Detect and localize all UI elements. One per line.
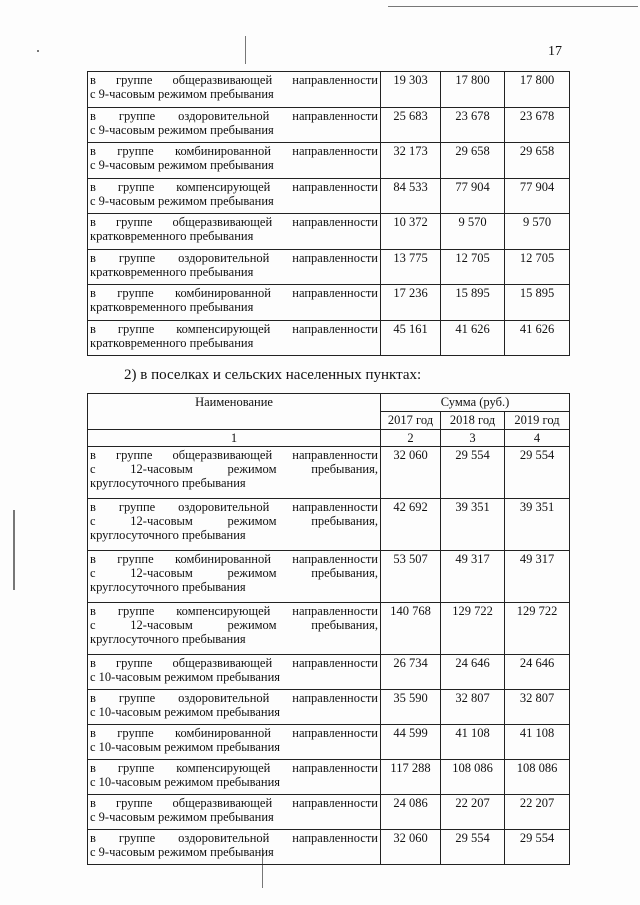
value-2019: 9 570 (505, 214, 570, 250)
table-row (88, 249, 570, 285)
value-2019: 22 207 (505, 795, 570, 830)
row-name-line: в группе общеразвивающей направленности (90, 448, 378, 462)
row-name-line: в группе компенсирующей направленности (90, 761, 378, 775)
value-2018: 129 722 (441, 603, 505, 655)
row-name-line: в группе оздоровительной направленности (90, 831, 378, 845)
value-2019: 29 554 (505, 830, 570, 865)
row-name (88, 285, 381, 321)
table-row (88, 499, 570, 551)
table-row (88, 214, 570, 250)
row-name-line: кратковременного пребывания (90, 300, 254, 314)
cost-table-continued (87, 71, 570, 356)
value-2019: 32 807 (505, 690, 570, 725)
value-2018: 23 678 (441, 107, 505, 143)
value-2017: 117 288 (381, 760, 441, 795)
header-name: Наименование (88, 394, 381, 430)
row-name-line: с 9-часовым режимом пребывания (90, 158, 274, 172)
row-name-line: с 10-часовым режимом пребывания (90, 740, 281, 754)
value-2017: 13 775 (381, 249, 441, 285)
header-2017: 2017 год (381, 412, 441, 430)
value-2017: 26 734 (381, 655, 441, 690)
table-row (88, 655, 570, 690)
row-name-line: в группе общеразвивающей направленности (90, 73, 378, 87)
row-name (88, 725, 381, 760)
value-2017: 10 372 (381, 214, 441, 250)
value-2018: 22 207 (441, 795, 505, 830)
value-2017: 42 692 (381, 499, 441, 551)
table-row (88, 285, 570, 321)
header-col-4: 4 (505, 430, 570, 447)
value-2017: 84 533 (381, 178, 441, 214)
row-name (88, 760, 381, 795)
header-col-2: 2 (381, 430, 441, 447)
value-2017: 35 590 (381, 690, 441, 725)
row-name-line: в группе комбинированной направленности (90, 144, 378, 158)
row-name-line: кратковременного пребывания (90, 264, 254, 279)
row-name (88, 447, 381, 499)
value-2019: 29 658 (505, 143, 570, 179)
row-name-line: в группе общеразвивающей направленности (90, 215, 378, 229)
row-name-line: с 12-часовым режимом пребывания, (90, 462, 378, 476)
value-2019: 29 554 (505, 447, 570, 499)
row-name-line: с 9-часовым режимом пребывания (90, 845, 274, 859)
value-2017: 25 683 (381, 107, 441, 143)
table-row (88, 143, 570, 179)
row-name-line: в группе комбинированной направленности (90, 726, 378, 740)
table-row (88, 551, 570, 603)
value-2018: 12 705 (441, 249, 505, 285)
table-row (88, 795, 570, 830)
row-name-line: в группе компенсирующей направленности (90, 179, 378, 194)
row-name-line: с 10-часовым режимом пребывания (90, 775, 281, 789)
value-2019: 12 705 (505, 249, 570, 285)
value-2019: 24 646 (505, 655, 570, 690)
row-name-line: в группе оздоровительной направленности (90, 250, 378, 265)
row-name-line: круглосуточного пребывания (90, 632, 246, 646)
row-name-line: в группе комбинированной направленности (90, 552, 378, 566)
row-name (88, 795, 381, 830)
row-name (88, 603, 381, 655)
row-name (88, 72, 381, 108)
table-row (88, 178, 570, 214)
value-2017: 45 161 (381, 320, 441, 356)
row-name-line: с 9-часовым режимом пребывания (90, 193, 274, 208)
row-name-line: в группе компенсирующей направленности (90, 604, 378, 618)
row-name-line: в группе общеразвивающей направленности (90, 656, 378, 670)
row-name-line: с 9-часовым режимом пребывания (90, 87, 274, 101)
value-2017: 140 768 (381, 603, 441, 655)
row-name-line: кратковременного пребывания (90, 335, 254, 350)
row-name-line: с 10-часовым режимом пребывания (90, 705, 281, 719)
page-number: 17 (548, 44, 562, 59)
row-name-line: в группе комбинированной направленности (90, 286, 378, 300)
scan-artifact-left (13, 510, 15, 590)
cost-table-settlements (87, 393, 570, 865)
table-row (88, 690, 570, 725)
value-2019: 23 678 (505, 107, 570, 143)
scan-artifact-top (388, 6, 638, 7)
value-2018: 29 554 (441, 830, 505, 865)
row-name (88, 551, 381, 603)
value-2017: 32 173 (381, 143, 441, 179)
scan-artifact-dot (37, 50, 39, 52)
value-2019: 129 722 (505, 603, 570, 655)
value-2018: 77 904 (441, 178, 505, 214)
value-2019: 39 351 (505, 499, 570, 551)
value-2017: 32 060 (381, 447, 441, 499)
table-row (88, 830, 570, 865)
value-2017: 19 303 (381, 72, 441, 108)
row-name (88, 178, 381, 214)
header-2018: 2018 год (441, 412, 505, 430)
row-name-line: в группе компенсирующей направленности (90, 321, 378, 336)
row-name-line: в группе оздоровительной направленности (90, 691, 378, 705)
value-2017: 44 599 (381, 725, 441, 760)
row-name-line: в группе общеразвивающей направленности (90, 796, 378, 810)
row-name-line: с 9-часовым режимом пребывания (90, 810, 274, 824)
row-name-line: в группе оздоровительной направленности (90, 108, 378, 123)
value-2018: 17 800 (441, 72, 505, 108)
scan-artifact-center-top (245, 36, 246, 64)
value-2018: 24 646 (441, 655, 505, 690)
header-sum: Сумма (руб.) (381, 394, 570, 412)
row-name-line: круглосуточного пребывания (90, 528, 246, 542)
value-2017: 24 086 (381, 795, 441, 830)
value-2018: 15 895 (441, 285, 505, 321)
row-name (88, 690, 381, 725)
row-name-line: с 10-часовым режимом пребывания (90, 670, 281, 684)
value-2018: 32 807 (441, 690, 505, 725)
row-name (88, 107, 381, 143)
value-2018: 9 570 (441, 214, 505, 250)
value-2017: 53 507 (381, 551, 441, 603)
table-row (88, 107, 570, 143)
value-2019: 77 904 (505, 178, 570, 214)
value-2018: 41 626 (441, 320, 505, 356)
row-name (88, 320, 381, 356)
table-row (88, 603, 570, 655)
row-name-line: с 12-часовым режимом пребывания, (90, 618, 378, 632)
table-row (88, 447, 570, 499)
table-row (88, 320, 570, 356)
section-title: 2) в поселках и сельских населенных пунктах: (124, 367, 422, 383)
table-row (88, 725, 570, 760)
value-2018: 29 554 (441, 447, 505, 499)
value-2017: 32 060 (381, 830, 441, 865)
value-2017: 17 236 (381, 285, 441, 321)
value-2019: 108 086 (505, 760, 570, 795)
value-2018: 49 317 (441, 551, 505, 603)
value-2019: 17 800 (505, 72, 570, 108)
row-name (88, 830, 381, 865)
row-name-line: с 12-часовым режимом пребывания, (90, 566, 378, 580)
header-col-3: 3 (441, 430, 505, 447)
header-2019: 2019 год (505, 412, 570, 430)
value-2019: 15 895 (505, 285, 570, 321)
value-2019: 49 317 (505, 551, 570, 603)
row-name (88, 143, 381, 179)
table-row (88, 760, 570, 795)
value-2019: 41 626 (505, 320, 570, 356)
table2-header (88, 394, 570, 447)
row-name (88, 499, 381, 551)
row-name-line: в группе оздоровительной направленности (90, 500, 378, 514)
row-name-line: круглосуточного пребывания (90, 476, 246, 490)
table-row (88, 72, 570, 108)
value-2018: 39 351 (441, 499, 505, 551)
row-name (88, 249, 381, 285)
header-col-1: 1 (88, 430, 381, 447)
value-2019: 41 108 (505, 725, 570, 760)
row-name-line: с 9-часовым режимом пребывания (90, 122, 274, 137)
value-2018: 41 108 (441, 725, 505, 760)
table2-body (88, 447, 570, 865)
table1-body (88, 72, 570, 356)
row-name-line: с 12-часовым режимом пребывания, (90, 514, 378, 528)
row-name-line: кратковременного пребывания (90, 229, 254, 243)
row-name-line: круглосуточного пребывания (90, 580, 246, 594)
row-name (88, 214, 381, 250)
value-2018: 108 086 (441, 760, 505, 795)
value-2018: 29 658 (441, 143, 505, 179)
row-name (88, 655, 381, 690)
